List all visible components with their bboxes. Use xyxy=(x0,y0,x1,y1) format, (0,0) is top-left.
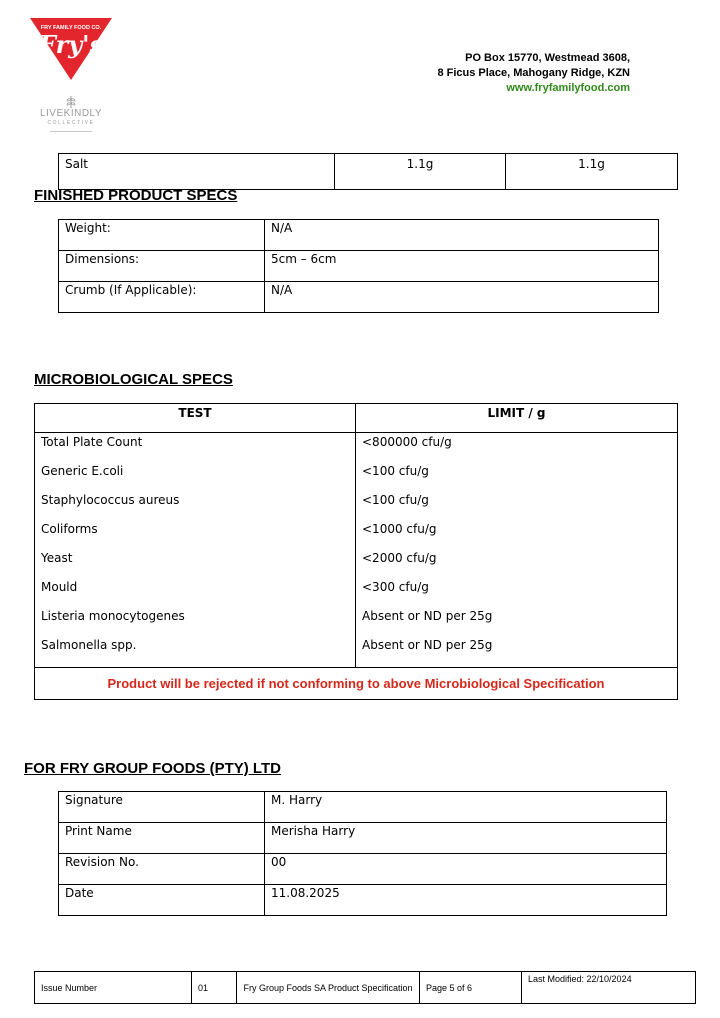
test-limit: <100 cfu/g xyxy=(356,462,678,491)
address-line-1: PO Box 15770, Westmead 3608, xyxy=(465,52,630,64)
test-limit: <800000 cfu/g xyxy=(356,433,678,463)
table-row xyxy=(35,433,678,463)
salt-value-2: 1.1g xyxy=(506,154,678,190)
table-row xyxy=(35,491,678,520)
spec-label: Dimensions: xyxy=(59,251,265,282)
table-row xyxy=(59,854,667,885)
test-limit: <1000 cfu/g xyxy=(356,520,678,549)
signoff-value: Merisha Harry xyxy=(265,823,667,854)
signoff-label: Signature xyxy=(59,792,265,823)
signoff-label: Date xyxy=(59,885,265,916)
logo-tagline: FRY FAMILY FOOD CO. xyxy=(40,25,102,31)
spec-value: 5cm – 6cm xyxy=(265,251,659,282)
company-logo xyxy=(28,16,114,126)
test-limit: <2000 cfu/g xyxy=(356,549,678,578)
table-row xyxy=(59,154,678,190)
test-name: Mould xyxy=(35,578,356,607)
table-header-row xyxy=(35,404,678,433)
table-row xyxy=(35,636,678,668)
partner-name: LIVEKINDLY xyxy=(39,108,103,119)
spec-value: N/A xyxy=(265,220,659,251)
table-row xyxy=(35,607,678,636)
table-row xyxy=(59,220,659,251)
col-test-header: TEST xyxy=(35,404,356,433)
issue-number-label: Issue Number xyxy=(35,972,192,1004)
test-limit: <100 cfu/g xyxy=(356,491,678,520)
signoff-heading: FOR FRY GROUP FOODS (PTY) LTD xyxy=(24,760,281,777)
page-number: Page 5 of 6 xyxy=(420,972,522,1004)
spec-label: Weight: xyxy=(59,220,265,251)
table-row xyxy=(59,885,667,916)
issue-number-value: 01 xyxy=(192,972,237,1004)
table-row xyxy=(59,251,659,282)
signoff-value: 00 xyxy=(265,854,667,885)
test-limit: Absent or ND per 25g xyxy=(356,636,678,668)
spec-label: Crumb (If Applicable): xyxy=(59,282,265,313)
test-name: Salmonella spp. xyxy=(35,636,356,668)
finished-product-table xyxy=(58,219,659,313)
test-name: Staphylococcus aureus xyxy=(35,491,356,520)
table-row xyxy=(35,578,678,607)
test-name: Listeria monocytogenes xyxy=(35,607,356,636)
frys-logo-icon xyxy=(28,16,114,82)
table-row xyxy=(35,549,678,578)
signoff-label: Revision No. xyxy=(59,854,265,885)
table-row xyxy=(59,282,659,313)
document-footer xyxy=(34,971,696,1004)
address-line-2: 8 Ficus Place, Mahogany Ridge, KZN xyxy=(437,67,630,79)
partner-divider xyxy=(50,131,92,132)
last-modified: Last Modified: 22/10/2024 xyxy=(522,972,696,1004)
rejection-warning: Product will be rejected if not conforming to above Microbiological Specification xyxy=(35,668,678,700)
logo-wordmark: Fry's xyxy=(38,30,104,59)
footer-row xyxy=(35,972,696,1004)
test-name: Total Plate Count xyxy=(35,433,356,463)
table-row xyxy=(35,520,678,549)
salt-value-1: 1.1g xyxy=(335,154,506,190)
micro-specs-heading: MICROBIOLOGICAL SPECS xyxy=(34,371,233,388)
test-limit: Absent or ND per 25g xyxy=(356,607,678,636)
test-name: Yeast xyxy=(35,549,356,578)
micro-specs-table xyxy=(34,403,678,700)
finished-product-heading: FINISHED PRODUCT SPECS xyxy=(34,187,238,204)
salt-label: Salt xyxy=(59,154,335,190)
test-name: Generic E.coli xyxy=(35,462,356,491)
test-name: Coliforms xyxy=(35,520,356,549)
document-title: Fry Group Foods SA Product Specification xyxy=(237,972,420,1004)
website-link[interactable]: www.fryfamilyfood.com xyxy=(506,82,630,94)
spec-value: N/A xyxy=(265,282,659,313)
signoff-value: 11.08.2025 xyxy=(265,885,667,916)
test-limit: <300 cfu/g xyxy=(356,578,678,607)
table-row xyxy=(59,792,667,823)
warning-row xyxy=(35,668,678,700)
signoff-label: Print Name xyxy=(59,823,265,854)
col-limit-header: LIMIT / g xyxy=(356,404,678,433)
table-row xyxy=(35,462,678,491)
nutrition-salt-table xyxy=(58,153,678,190)
signoff-table xyxy=(58,791,667,916)
wheat-icon xyxy=(64,95,78,109)
table-row xyxy=(59,823,667,854)
partner-sub: COLLECTIVE xyxy=(47,120,95,126)
signoff-value: M. Harry xyxy=(265,792,667,823)
